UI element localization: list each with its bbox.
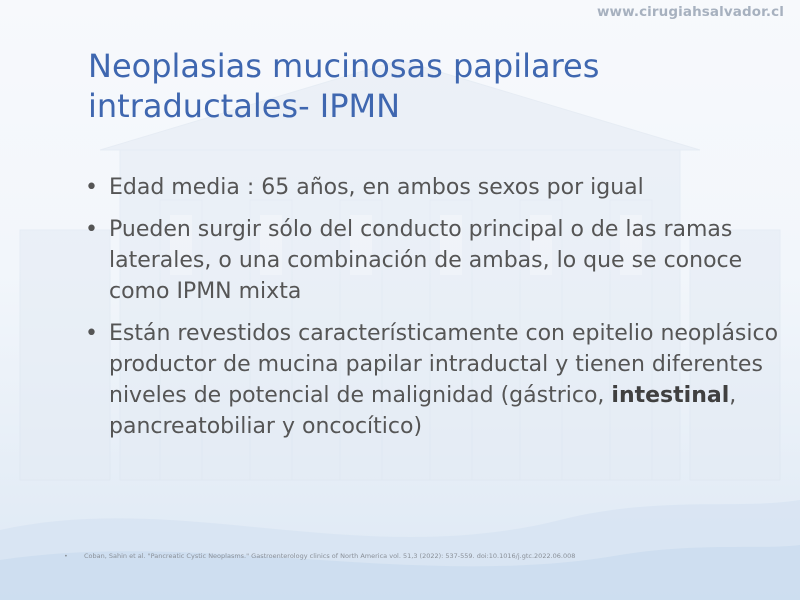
bullet-list bbox=[85, 172, 785, 453]
bullet-text-bold: intestinal bbox=[611, 383, 730, 408]
bullet-text-part: , pancreatobiliar y oncocítico) bbox=[109, 383, 737, 439]
bullet-text-part: Están revestidos característicamente con epitelio neoplásico productor de mucina papilar intraductal y tienen diferentes niveles de potencial de malignidad (gástrico, bbox=[109, 321, 779, 408]
reference-citation bbox=[64, 552, 764, 560]
bullet-marker: • bbox=[85, 175, 98, 200]
reference-bullet: • bbox=[64, 552, 68, 560]
bullet-text: Pueden surgir sólo del conducto principal o de las ramas laterales, o una combinación de ambas, lo que se conoce como IPMN mixta bbox=[109, 217, 743, 304]
bullet-item-origin bbox=[85, 214, 785, 307]
bullet-item-age bbox=[85, 172, 785, 203]
bullet-marker: • bbox=[85, 217, 98, 242]
bullet-text bbox=[109, 321, 778, 439]
bullet-marker: • bbox=[85, 321, 98, 346]
website-url: www.cirugiahsalvador.cl bbox=[596, 4, 784, 20]
bullet-text: Edad media : 65 años, en ambos sexos por igual bbox=[109, 175, 644, 200]
slide-title: Neoplasias mucinosas papilares intraductales- IPMN bbox=[88, 47, 600, 125]
reference-text: Coban, Sahin et al. "Pancreatic Cystic Neoplasms." Gastroenterology clinics of North America vol. 51,3 (2022): 537-559. doi:10.1016/j.gtc.2022.06.008 bbox=[84, 552, 576, 560]
bullet-item-epithelium bbox=[85, 318, 785, 442]
bottom-wave-decoration bbox=[0, 460, 800, 600]
